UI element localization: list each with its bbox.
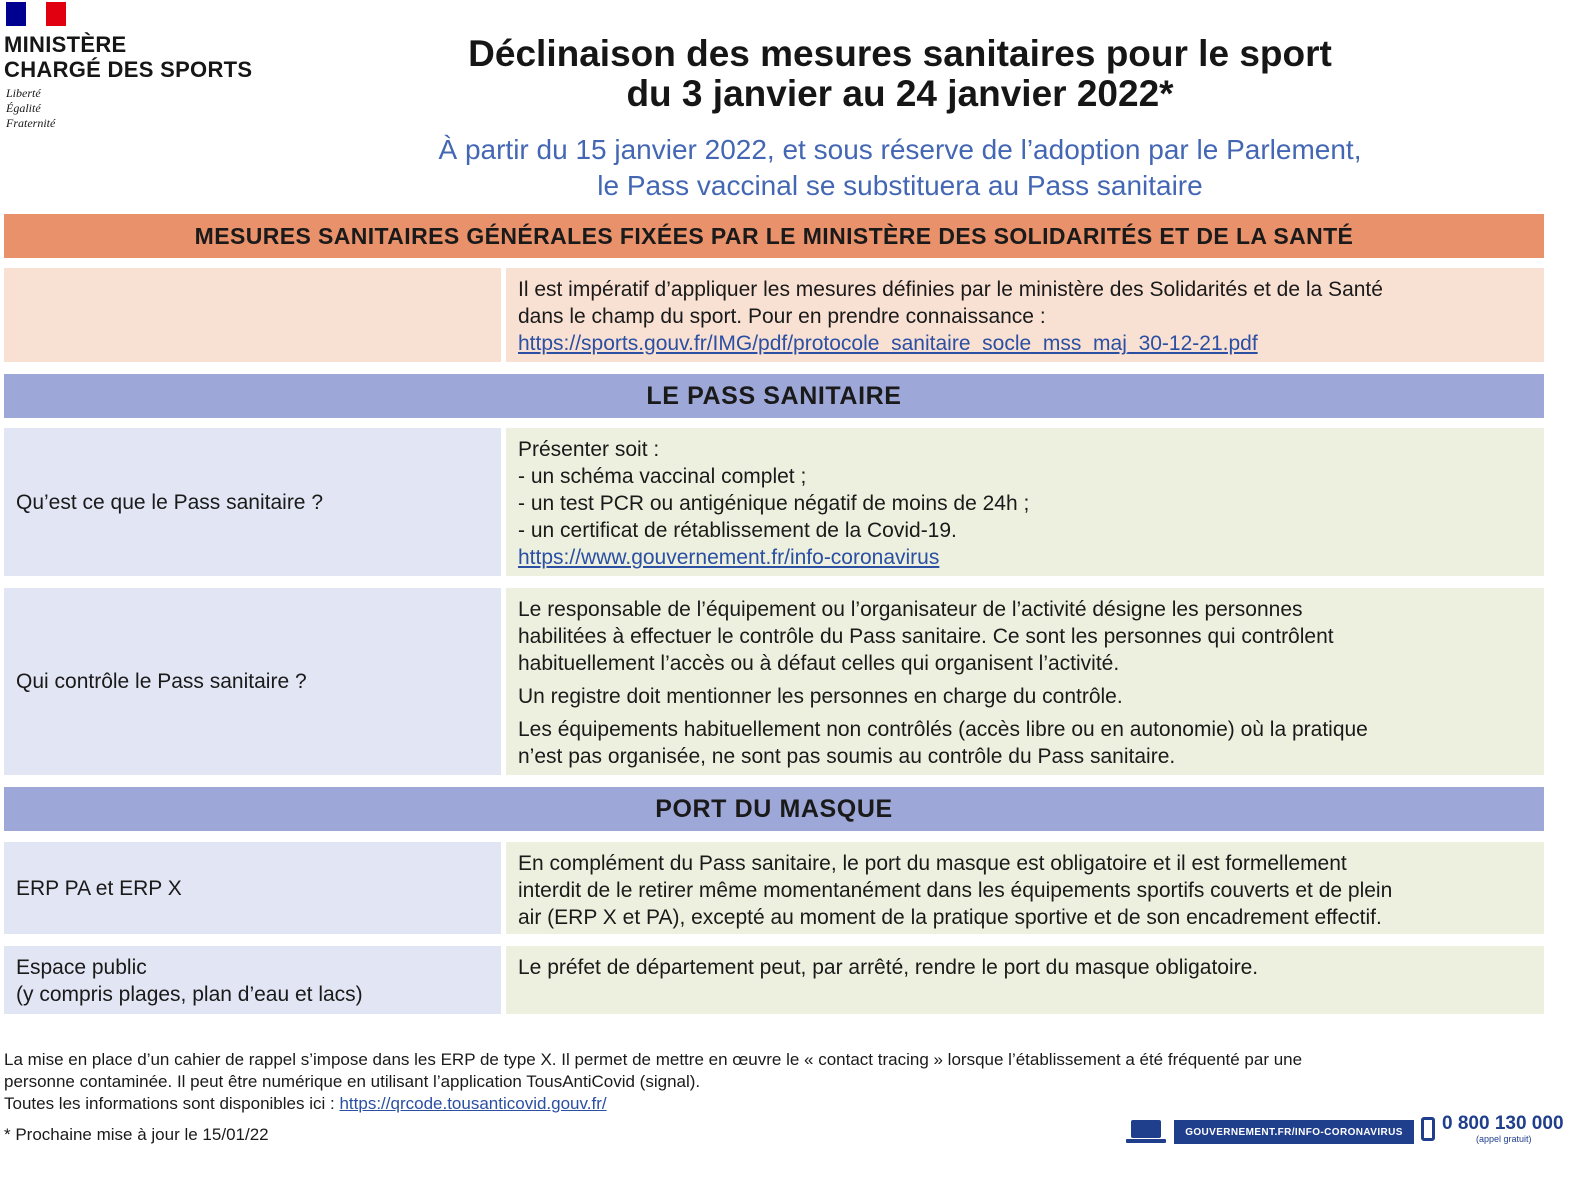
footnote-line-2: personne contaminée. Il peut être numérique en utilisant l’application TousAntiCovid (signal).	[4, 1072, 701, 1091]
text-line: Le responsable de l’équipement ou l’organisateur de l’activité désigne les personnes	[518, 598, 1303, 621]
text-line: interdit de le retirer même momentanément dans les équipements sportifs couverts et de plein	[518, 879, 1393, 902]
motto-liberte: Liberté	[6, 86, 41, 100]
mask-public-text	[506, 946, 1544, 1014]
republic-flag-icon	[6, 2, 66, 26]
text-line: n’est pas organisée, ne sont pas soumis au contrôle du Pass sanitaire.	[518, 745, 1176, 768]
footnote-info	[4, 1093, 1564, 1115]
general-measures-text-line: Il est impératif d’appliquer les mesures définies par le ministère des Solidarités et de la Santé	[518, 278, 1383, 301]
text-line: Les équipements habituellement non contrôlés (accès libre ou en autonomie) où la pratique	[518, 718, 1368, 741]
protocol-pdf-link[interactable]: https://sports.gouv.fr/IMG/pdf/protocole_sanitaire_socle_mss_maj_30-12-21.pdf	[518, 332, 1258, 355]
pass-what-question: Qu’est ce que le Pass sanitaire ?	[4, 428, 501, 576]
subtitle-line-2: le Pass vaccinal se substituera au Pass sanitaire	[597, 170, 1203, 201]
text-line: habilitées à effectuer le contrôle du Pass sanitaire. Ce sont les personnes qui contrôlent	[518, 625, 1334, 648]
pass-what-answer	[506, 428, 1544, 576]
ministry-name	[4, 32, 252, 82]
coronavirus-info-link[interactable]: https://www.gouvernement.fr/info-coronavirus	[518, 546, 940, 569]
info-prefix: Toutes les informations sont disponibles ici :	[4, 1094, 335, 1113]
pass-sanitaire-heading: LE PASS SANITAIRE	[4, 374, 1544, 418]
mask-erp-text	[506, 842, 1544, 934]
mask-heading: PORT DU MASQUE	[4, 787, 1544, 831]
pass-who-paragraph-2: Un registre doit mentionner les personnes en charge du contrôle.	[518, 685, 1123, 708]
title-line-1: Déclinaison des mesures sanitaires pour le sport	[468, 33, 1332, 74]
list-item: - un schéma vaccinal complet ;	[518, 465, 807, 488]
title-line-2: du 3 janvier au 24 janvier 2022*	[626, 73, 1174, 114]
general-measures-heading: MESURES SANITAIRES GÉNÉRALES FIXÉES PAR LE MINISTÈRE DES SOLIDARITÉS ET DE LA SANTÉ	[4, 214, 1544, 258]
pass-who-paragraph-3	[518, 716, 1534, 770]
pass-what-intro: Présenter soit :	[518, 438, 660, 461]
hotline-number: 0 800 130 000	[1442, 1113, 1564, 1134]
text-line: habituellement l’accès ou à défaut celles qui organisent l’activité.	[518, 652, 1120, 675]
mask-public-label	[4, 946, 501, 1014]
general-measures-text-cell	[506, 268, 1544, 362]
text-line: En complément du Pass sanitaire, le port du masque est obligatoire et il est formellement	[518, 852, 1347, 875]
public-label-line-1: Espace public	[16, 956, 147, 979]
footnote-line-1: La mise en place d’un cahier de rappel s’impose dans les ERP de type X. Il permet de mettre en œuvre le « contact tracing » lorsque l’établissement a été fréquenté par une	[4, 1050, 1303, 1069]
hotline-note: (appel gratuit)	[1476, 1134, 1532, 1144]
next-update-note: * Prochaine mise à jour le 15/01/22	[4, 1125, 269, 1144]
ministry-line-2: CHARGÉ DES SPORTS	[4, 57, 253, 82]
public-label-line-2: (y compris plages, plan d’eau et lacs)	[16, 983, 363, 1006]
gov-info-badge[interactable]: GOUVERNEMENT.FR/INFO-CORONAVIRUS	[1174, 1120, 1414, 1144]
footnote	[4, 1049, 1564, 1115]
laptop-icon	[1126, 1120, 1166, 1144]
mask-erp-label: ERP PA et ERP X	[4, 842, 501, 934]
motto-egalite: Égalité	[6, 101, 41, 115]
page-subtitle	[320, 132, 1480, 204]
pass-who-answer	[506, 588, 1544, 775]
general-measures-text-line: dans le champ du sport. Pour en prendre connaissance :	[518, 305, 1046, 328]
pass-who-paragraph-1	[518, 596, 1534, 677]
list-item: - un certificat de rétablissement de la Covid-19.	[518, 519, 957, 542]
pass-who-question: Qui contrôle le Pass sanitaire ?	[4, 588, 501, 775]
phone-icon	[1421, 1117, 1435, 1141]
ministry-line-1: MINISTÈRE	[4, 32, 127, 57]
text-line: air (ERP X et PA), excepté au moment de la pratique sportive et de son encadrement effectif.	[518, 906, 1382, 929]
page-title	[400, 34, 1400, 114]
list-item: - un test PCR ou antigénique négatif de moins de 24h ;	[518, 492, 1030, 515]
general-measures-label-cell	[4, 268, 501, 362]
subtitle-line-1: À partir du 15 janvier 2022, et sous réserve de l’adoption par le Parlement,	[438, 134, 1362, 165]
text-line: Le préfet de département peut, par arrêté, rendre le port du masque obligatoire.	[518, 956, 1259, 979]
tousanticovid-link[interactable]: https://qrcode.tousanticovid.gouv.fr/	[339, 1094, 607, 1113]
republic-motto	[6, 86, 55, 131]
motto-fraternite: Fraternité	[6, 116, 56, 130]
